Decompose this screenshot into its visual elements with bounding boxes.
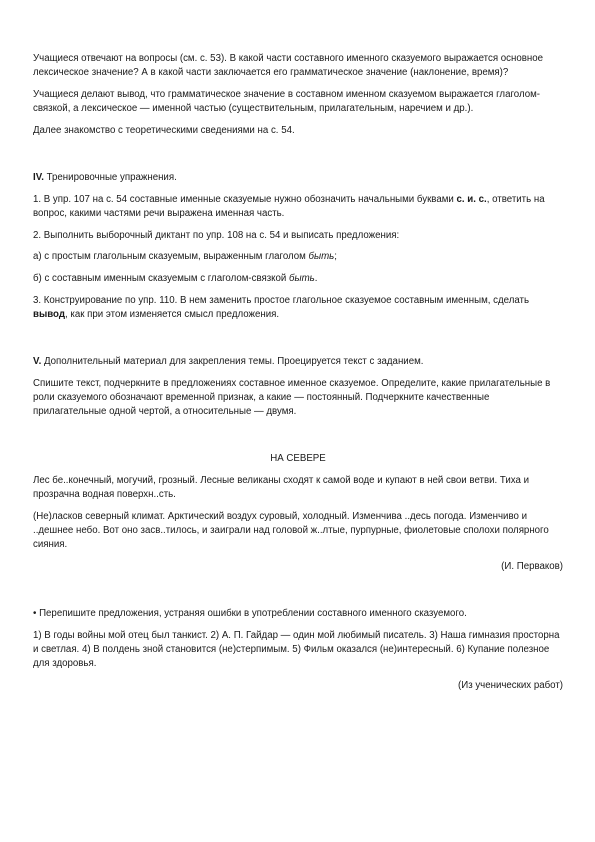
section-5-title: Дополнительный материал для закрепления темы. Проецируется текст с заданием. [41,356,424,368]
text-paragraph-2: (Не)ласков северный климат. Арктический воздух суровый, холодный. Изменчива ..десь погода. Изменчиво и ..дешнее небо. Вот оно засв..тилось, и заиграли над головой ж..лтые, пурпурные, фиолетовые сполохи полярного сияния. [33,511,549,551]
exercise-2a-text: а) с простым глагольным сказуемым, выраженным глаголом [33,251,309,263]
exercise-3-rest: , как при этом изменяется смысл предложения. [65,308,280,320]
exercise-3-bold: вывод [33,308,65,320]
text-author: (И. Перваков) [501,561,563,573]
section-4-title: Тренировочные упражнения. [43,172,177,184]
exercise-2b-text: б) с составным именным сказуемым с глаголом-связкой [33,273,290,285]
bullet-task: • Перепишите предложения, устраняя ошибки в употреблении составного именного сказуемого. [33,608,467,620]
exercise-1-rest: , ответить на вопрос, какими частями речи выражена именная часть. [33,193,545,219]
exercise-2b [33,272,563,286]
section-5-number: V. [33,356,42,368]
exercise-1-bold: с. и. с. [456,193,487,205]
document-page [33,52,563,693]
exercise-2: 2. Выполнить выборочный диктант по упр. 108 на с. 54 и выписать предложения: [33,229,400,241]
sentences-paragraph: 1) В годы войны мой отец был танкист. 2) А. П. Гайдар — один мой любимый писатель. 3) Наша гимназия просторна и светлая. 4) В полдень зной становится (не)стерпимым. 5) Фильм оказался (не)интересный. 6) Купание полезное для здоровья. [33,630,560,670]
text-title: НА СЕВЕРЕ [270,453,326,465]
exercise-2a [33,250,563,264]
paragraph-conclusion: Учащиеся делают вывод, что грамматическое значение в составном именном сказуемом выражается глаголом-связкой, а лексическое — именной частью (существительным, прилагательным, наречием и др.). [33,88,540,115]
exercise-1 [33,193,563,221]
exercise-1-text: 1. В упр. 107 на с. 54 составные именные сказуемые нужно обозначить начальными буквами [33,193,457,205]
section-5-heading [33,355,563,369]
sentences-source: (Из ученических работ) [458,680,563,692]
exercise-2b-italic: быть [289,273,315,285]
text-paragraph-1: Лес бе..конечный, могучий, грозный. Лесные великаны сходят к самой воде и купают в ней свои ветви. Тиха и прозрачна водная поверхн..сть. [33,475,530,501]
paragraph-questions: Учащиеся отвечают на вопросы (см. с. 53). В какой части составного именного сказуемого выражается основное лексическое значение? А в какой части заключается его грамматическое значение (наклонение, время)? [33,53,543,79]
task-paragraph: Спишите текст, подчеркните в предложениях составное именное сказуемое. Определите, какие прилагательные в роли сказуемого обозначают временной признак, а какие — постоянный. Подчеркните качественные прилагательные одной чертой, а относительные — двумя. [33,377,551,418]
exercise-2b-rest: . [314,273,318,285]
section-4-heading [33,171,563,185]
exercise-2a-rest: ; [334,251,337,263]
exercise-2a-italic: быть [308,251,335,263]
section-4-number: IV. [33,172,44,184]
exercise-3 [33,294,563,322]
paragraph-theory: Далее знакомство с теоретическими сведениями на с. 54. [33,124,295,136]
exercise-3-text: 3. Конструирование по упр. 110. В нем заменить простое глагольное сказуемое составным именным, сделать [33,294,530,306]
